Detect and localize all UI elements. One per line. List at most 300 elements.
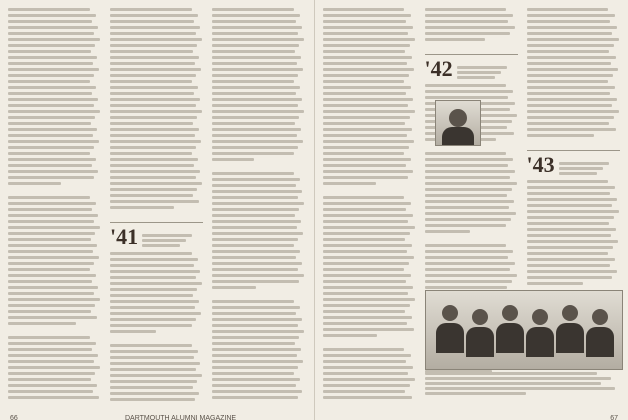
text-line [110,128,199,131]
text-line [8,238,91,241]
text-line [425,164,509,167]
left-column-2 [110,8,203,402]
text-line [527,32,613,35]
text-line [8,372,95,375]
text-line [110,318,196,321]
text-line [212,318,302,321]
text-line [323,366,413,369]
text-line [425,274,517,277]
text-line [527,252,609,255]
text-line [527,198,617,201]
text-line [527,222,610,225]
class-year: '42 [424,56,453,81]
text-line [110,14,198,17]
text-line [8,244,97,247]
text-line [323,220,409,223]
text-line [212,128,301,131]
text-line [212,378,300,381]
text-line [8,286,98,289]
text-line [323,360,407,363]
text-line [323,232,410,235]
text-line [323,38,415,41]
text-line [527,56,616,59]
text-line [110,140,201,143]
text-line [425,14,513,17]
text-line [110,380,197,383]
text-line [425,200,514,203]
text-line [8,122,91,125]
text-line [8,226,100,229]
text-line [323,372,409,375]
portrait-shoulders [442,127,474,146]
text-line [212,68,303,71]
text-line [527,246,613,249]
text-line [425,170,515,173]
text-line [8,274,96,277]
text-line [323,182,376,185]
text-line [323,116,410,119]
text-line [212,152,294,155]
text-line [323,122,406,125]
text-line [110,398,195,401]
text-line [212,232,303,235]
text-line [527,228,616,231]
text-line [212,250,300,253]
text-line [8,220,94,223]
text-line [323,202,411,205]
text-line [212,330,304,333]
portrait-head [449,109,467,127]
text-line [527,86,615,89]
text-line [425,250,513,253]
text-line [8,298,100,301]
text-line [457,71,501,74]
text-line [323,32,409,35]
text-line [559,167,603,170]
text-line [323,196,405,199]
text-line [323,128,412,131]
text-line [425,268,511,271]
text-line [425,218,511,221]
group-person-head [442,305,458,321]
text-line [527,38,619,41]
paragraph-gap [425,236,518,241]
text-line [110,392,199,395]
text-line [8,182,61,185]
text-line [8,250,93,253]
text-line [323,62,408,65]
page-number-left: 66 [10,415,18,420]
text-line [425,20,509,23]
text-line [8,280,92,283]
text-line [212,178,300,181]
text-line [212,122,295,125]
right-column-1 [323,8,416,402]
group-person-body [556,323,584,353]
text-line [8,164,92,167]
class-year: '41 [110,224,139,249]
text-line [323,274,411,277]
text-line [457,66,507,69]
paragraph-gap [323,340,416,345]
text-line [110,80,192,83]
group-person-body [496,323,524,353]
text-line [559,172,597,175]
text-line [212,256,296,259]
class-heading-c41 [110,222,203,249]
text-line [8,68,99,71]
text-line [8,134,93,137]
text-line [8,208,92,211]
text-line [8,152,90,155]
text-line [110,368,196,371]
paragraph-gap [323,188,416,193]
text-line [142,244,180,247]
group-person-body [586,327,614,357]
text-line [8,304,95,307]
text-line [110,258,198,261]
text-line [527,282,584,285]
text-line [323,378,415,381]
left-column-3 [212,8,305,402]
text-line [212,134,297,137]
text-line [323,262,409,265]
text-line [110,200,199,203]
group-person-head [562,305,578,321]
text-line [212,220,301,223]
text-line [323,20,407,23]
text-line [212,324,298,327]
text-line [323,80,405,83]
text-line [527,204,613,207]
text-line [8,384,97,387]
text-line [527,116,614,119]
text-line [110,158,198,161]
text-line [425,392,527,395]
text-line [110,182,202,185]
group-person-head [502,305,518,321]
text-line [212,300,294,303]
text-line [110,194,193,197]
text-line [323,268,405,271]
group-person-head [472,309,488,325]
text-line [212,184,296,187]
text-line [425,188,512,191]
text-line [212,274,304,277]
text-line [110,252,192,255]
class-secretary-lines [457,66,507,79]
text-line [8,80,90,83]
text-line [110,374,202,377]
text-line [425,176,511,179]
text-line [425,244,507,247]
text-line [212,268,298,271]
text-line [212,312,296,315]
text-line [110,68,201,71]
text-line [527,180,609,183]
text-line [527,98,617,101]
text-line [527,20,611,23]
text-line [212,286,256,289]
text-line [110,92,194,95]
text-line [425,38,485,41]
text-line [425,262,515,265]
text-line [323,214,413,217]
text-line [425,158,513,161]
text-line [212,172,294,175]
text-line [425,256,509,259]
text-line [457,76,495,79]
text-line [527,62,612,65]
text-line [323,334,378,337]
text-line [8,32,94,35]
text-line [323,316,412,319]
portrait-photo [435,100,481,146]
text-line [8,232,95,235]
paragraph-gap [8,328,101,333]
text-line [323,322,408,325]
text-line [110,74,196,77]
text-line [323,292,409,295]
text-line [425,387,615,390]
text-line [425,90,513,93]
text-line [212,50,295,53]
text-line [8,56,97,59]
text-line [527,92,611,95]
text-line [110,26,200,29]
text-line [212,336,299,339]
text-line [110,330,156,333]
text-line [110,44,197,47]
text-line [110,350,198,353]
text-line [323,238,406,241]
text-line [212,384,296,387]
text-line [110,32,196,35]
text-line [212,74,298,77]
text-line [323,92,407,95]
text-line [323,328,414,331]
text-line [323,396,412,399]
text-line [425,84,507,87]
group-person-body [466,327,494,357]
text-line [212,116,299,119]
text-line [8,336,90,339]
text-line [110,294,193,297]
text-line [323,158,411,161]
text-line [559,162,609,165]
text-line [323,110,415,113]
paragraph-gap [527,140,620,145]
text-line [212,8,294,11]
group-person-body [526,327,554,357]
text-line [110,62,195,65]
text-line [212,396,298,399]
text-line [8,92,92,95]
text-line [8,292,94,295]
text-line [425,206,510,209]
text-line [8,38,100,41]
text-line [110,276,196,279]
text-line [527,104,613,107]
text-line [110,288,197,291]
text-line [425,377,611,380]
text-line [425,8,507,11]
text-line [8,26,98,29]
text-line [323,140,414,143]
class-heading-c43 [527,150,620,177]
text-line [425,32,511,35]
text-line [212,262,302,265]
text-line [212,190,302,193]
text-line [212,214,295,217]
text-line [8,214,98,217]
text-line [8,20,92,23]
text-line [110,344,192,347]
text-line [425,96,509,99]
text-line [8,158,96,161]
text-line [425,26,515,29]
text-line [323,8,405,11]
text-line [8,50,91,53]
text-line [425,194,508,197]
text-line [110,356,194,359]
text-line [212,104,298,107]
text-line [425,212,516,215]
text-line [110,20,194,23]
text-line [110,164,194,167]
text-line [110,38,202,41]
text-line [527,74,613,77]
text-line [212,92,296,95]
left-column-1 [8,8,101,402]
text-line [527,68,618,71]
text-line [110,110,202,113]
text-line [323,14,411,17]
text-line [110,264,194,267]
text-line [8,202,96,205]
group-person-head [532,309,548,325]
text-line [110,8,192,11]
text-line [8,310,91,313]
paragraph-gap [8,188,101,193]
class-year: '43 [526,152,555,177]
text-line [110,104,196,107]
text-line [212,146,298,149]
text-line [110,300,199,303]
text-line [425,152,507,155]
text-line [8,342,96,345]
text-line [212,20,296,23]
text-line [212,38,304,41]
text-line [425,372,597,375]
text-line [527,186,615,189]
text-line [110,146,196,149]
text-line [8,262,94,265]
text-line [323,384,410,387]
text-line [323,304,410,307]
text-line [527,14,615,17]
group-photo-caption [425,372,621,400]
text-line [425,182,517,185]
text-line [110,50,193,53]
text-line [323,50,406,53]
text-line [323,348,405,351]
text-line [142,239,186,242]
text-line [110,98,200,101]
text-line [8,62,93,65]
text-line [323,176,409,179]
text-line [8,268,90,271]
text-line [212,202,304,205]
text-line [110,86,198,89]
text-line [323,26,413,29]
text-line [212,390,302,393]
text-line [527,128,616,131]
text-line [425,230,471,233]
text-line [110,116,197,119]
text-line [323,286,413,289]
text-line [110,134,195,137]
text-line [212,306,300,309]
text-line [527,270,617,273]
text-line [527,110,619,113]
text-line [110,282,202,285]
text-line [212,372,294,375]
text-line [8,378,91,381]
text-line [323,98,413,101]
text-line [212,98,302,101]
text-line [323,244,412,247]
paragraph-gap [212,164,305,169]
paragraph-gap [425,44,518,49]
group-person-body [436,323,464,353]
text-line [323,134,408,137]
text-line [323,56,412,59]
paragraph-gap [212,292,305,297]
text-line [212,360,303,363]
text-line [110,270,200,273]
text-line [8,116,95,119]
text-line [212,366,298,369]
group-photo [425,290,623,370]
paragraph-gap [110,212,203,217]
text-line [8,128,97,131]
text-line [212,62,297,65]
text-line [8,8,90,11]
right-column-3 [527,8,620,285]
text-line [110,122,193,125]
text-line [527,122,610,125]
text-line [425,382,601,385]
text-line [212,56,301,59]
text-line [212,140,303,143]
text-line [8,98,98,101]
text-line [323,280,407,283]
text-line [527,44,614,47]
text-line [212,348,301,351]
text-line [110,324,192,327]
text-line [527,26,617,29]
text-line [323,152,405,155]
text-line [527,192,611,195]
text-line [527,134,595,137]
text-line [8,196,90,199]
text-line [527,240,618,243]
text-line [212,110,304,113]
text-line [323,354,411,357]
text-line [110,306,195,309]
text-line [323,44,410,47]
